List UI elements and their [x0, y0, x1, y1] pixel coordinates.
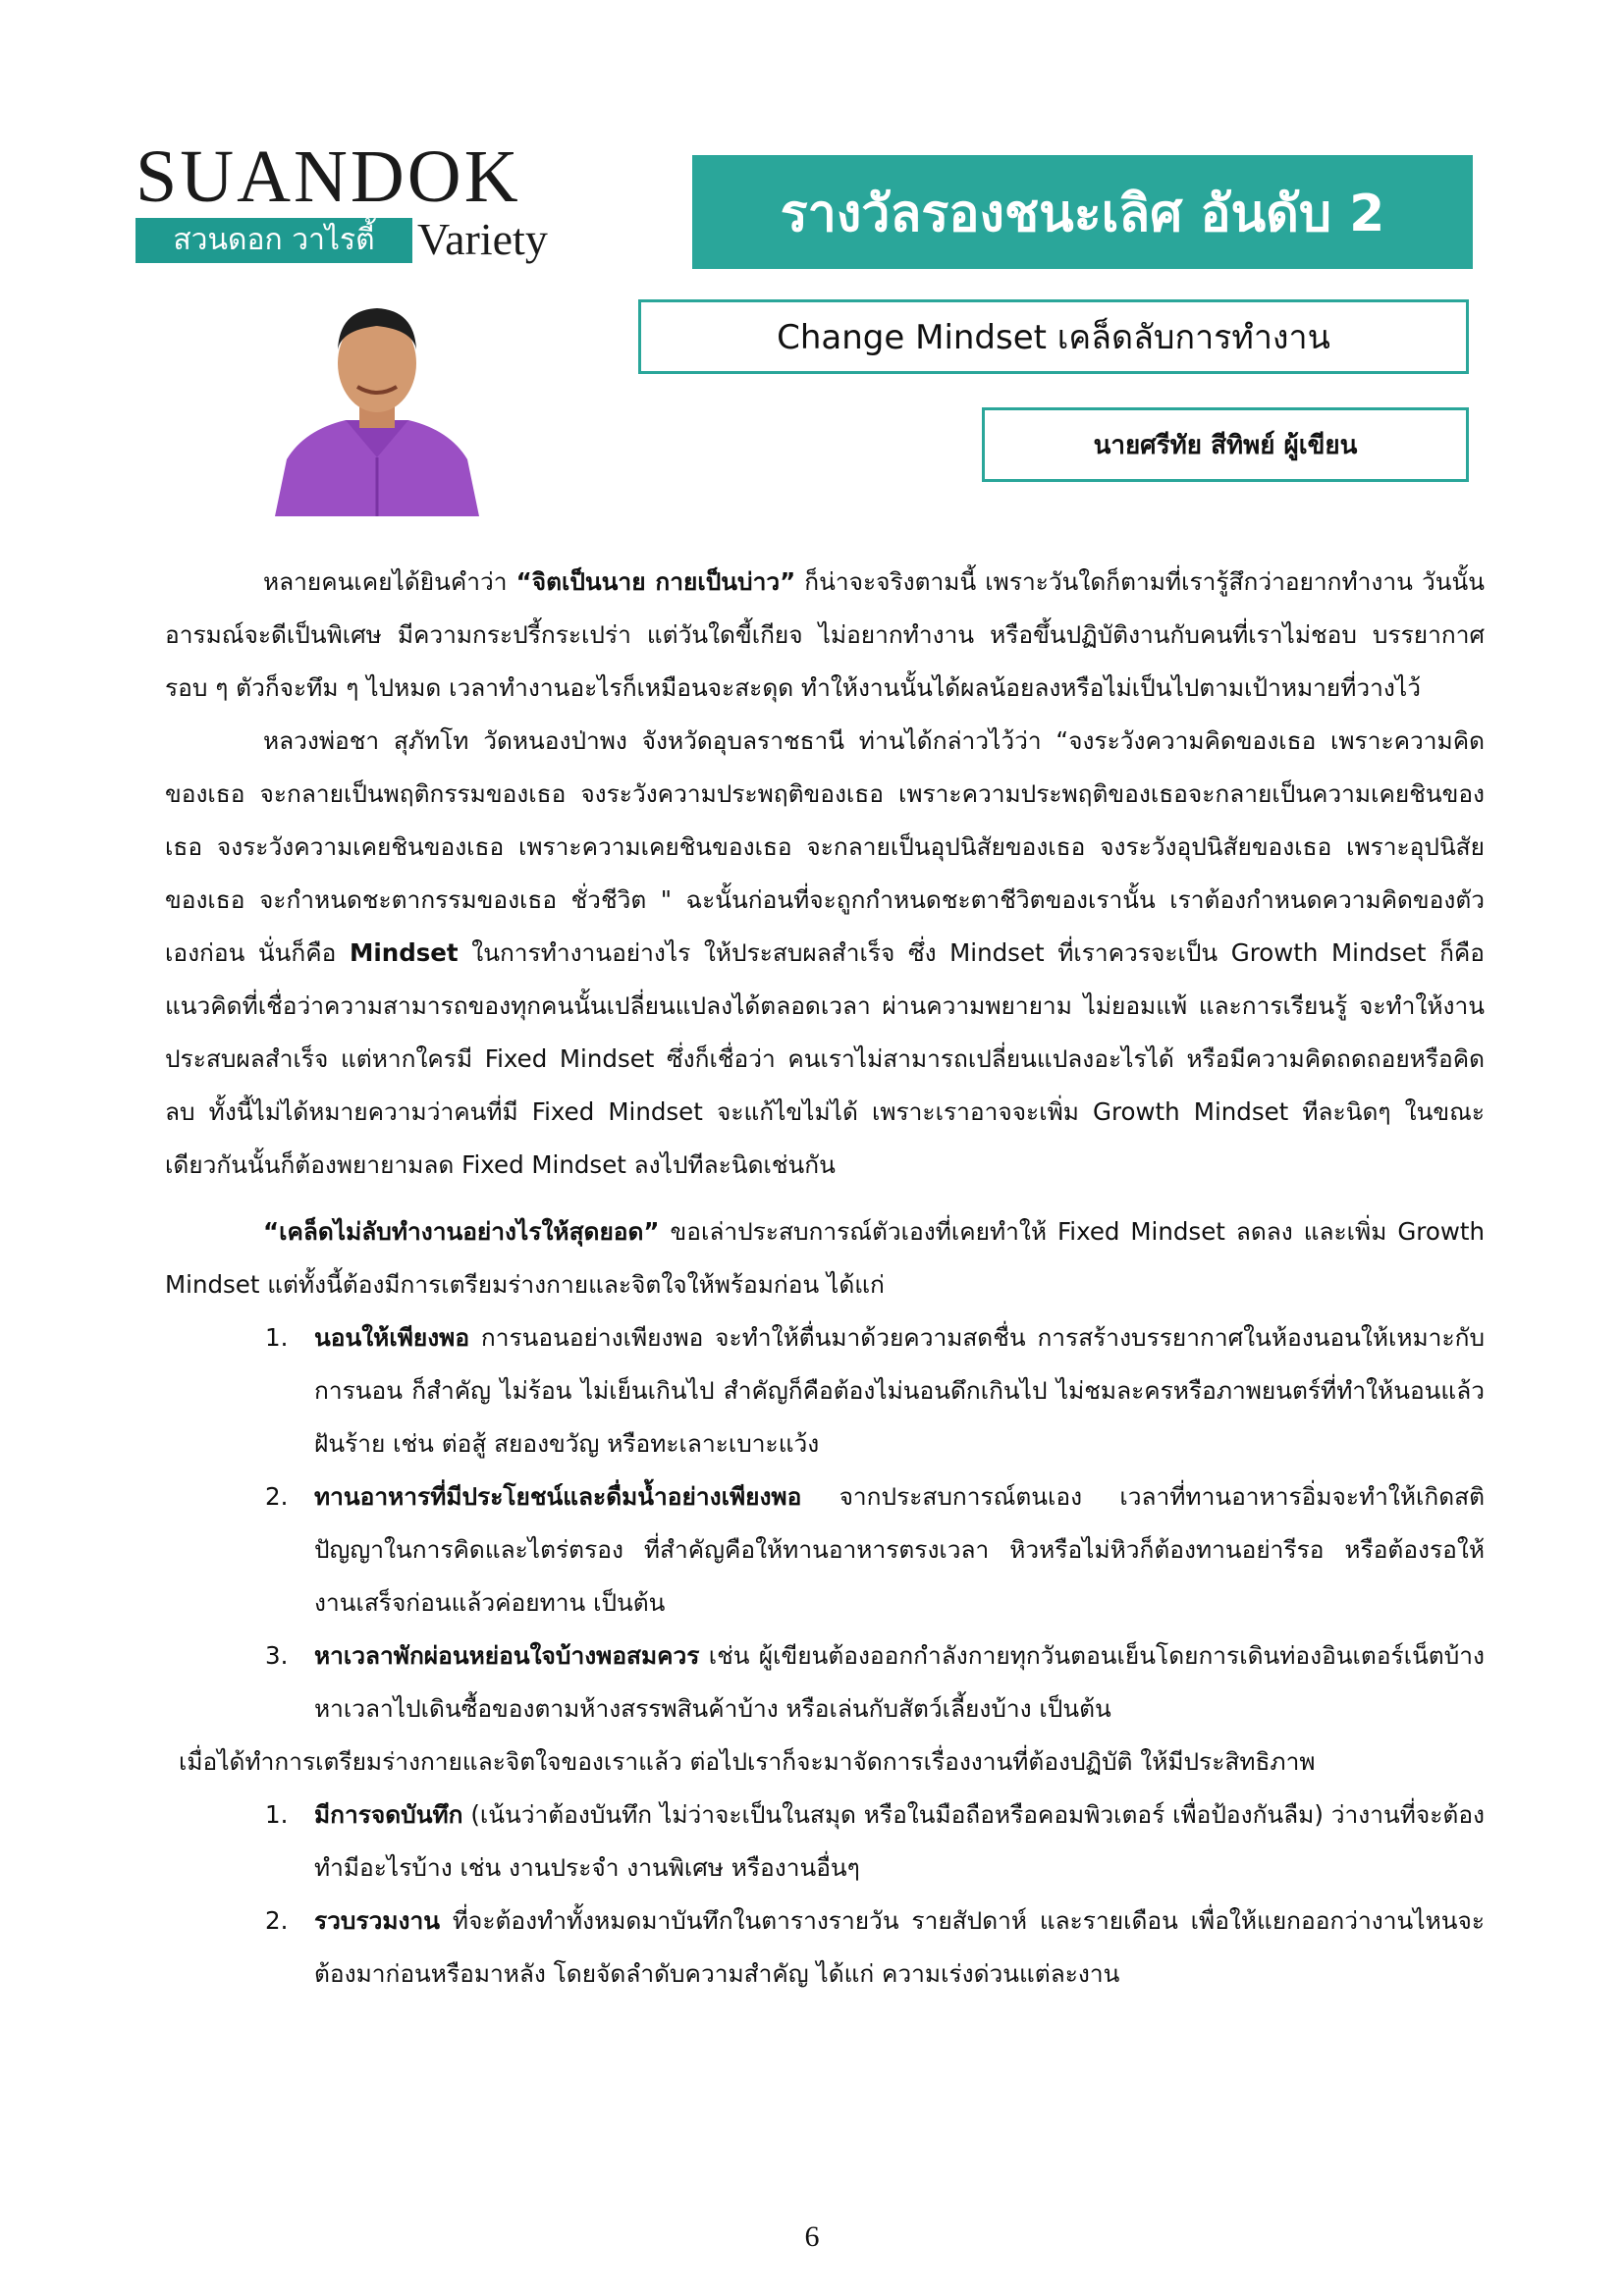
- article-subtitle: Change Mindset เคล็ดลับการทำงาน: [777, 318, 1330, 357]
- author-name: นายศรีทัย สีทิพย์ ผู้เขียน: [1093, 430, 1358, 460]
- author-photo-illustration: [265, 273, 489, 516]
- award-banner: [692, 155, 1473, 269]
- list-item-title: ทานอาหารที่มีประโยชน์และดื่มน้ำอย่างเพียงพอ: [314, 1482, 802, 1511]
- author-photo: [265, 273, 489, 516]
- masthead-logo-thai: สวนดอก วาไรตี้: [135, 218, 412, 263]
- list-item-content: [314, 1311, 1485, 1470]
- paragraph-2-mindset-term: Mindset: [349, 938, 459, 967]
- list-item: [165, 1789, 1485, 1895]
- article-subtitle-box: [638, 299, 1469, 374]
- list-item-text: เช่น ผู้เขียนต้องออกกำลังกายทุกวันตอนเย็นโดยการเดินท่องอินเตอร์เน็ตบ้าง หาเวลาไปเดินซื้อของตามห้างสรรพสินค้าบ้าง หรือเล่นกับสัตว์เลี้ยงบ้าง เป็นต้น: [314, 1641, 1485, 1723]
- list-item-text: ที่จะต้องทำทั้งหมดมาบันทึกในตารางรายวัน รายสัปดาห์ และรายเดือน เพื่อให้แยกออกว่างานไหนจะต้องมาก่อนหรือมาหลัง โดยจัดลำดับความสำคัญ ได้แก่ ความเร่งด่วนแต่ละงาน: [314, 1906, 1485, 1988]
- preparation-list: [165, 1311, 1485, 1735]
- list-item: [165, 1470, 1485, 1629]
- author-box: [982, 407, 1469, 482]
- list-item-title: รวบรวมงาน: [314, 1906, 441, 1935]
- paragraph-1-quote: “จิตเป็นนาย กายเป็นบ่าว”: [515, 567, 796, 596]
- paragraph-2-text-start: หลวงพ่อชา สุภัทโท วัดหนองป่าพง จังหวัดอุบลราชธานี ท่านได้กล่าวไว้ว่า “จงระวังความคิดของเธอ เพราะความคิดของเธอ จะกลายเป็นพฤติกรรมของเธอ จงระวังความประพฤติของเธอ เพราะความประพฤติของเธอจะกลายเป็นความเคยชินของเธอ จงระวังความเคยชินของเธอ เพราะความเคยชินของเธอ จะกลายเป็นอุปนิสัยของเธอ จงระวังอุปนิสัยของเธอ เพราะอุปนิสัยของเธอ จะกำหนดชะตากรรมของเธอ ชั่วชีวิต " ฉะนั้นก่อนที่จะถูกกำหนดชะตาชีวิตของเรานั้น เราต้องกำหนดความคิดของตัวเองก่อน นั่นก็คือ: [165, 726, 1485, 967]
- list-item-content: [314, 1629, 1485, 1735]
- list-item-number: 1.: [265, 1323, 289, 1352]
- paragraph-3-text-end: ขอเล่าประสบการณ์ตัวเองที่เคยทำให้ Fixed Mindset ลดลง และเพิ่ม Growth Mindset แต่ทั้งนี้ต้องมีการเตรียมร่างกายและจิตใจให้พร้อมก่อน ได้แก่: [165, 1217, 1485, 1299]
- list-item-number: 2.: [265, 1906, 289, 1935]
- masthead-logo-variety: Variety: [417, 214, 548, 264]
- list-item-content: [314, 1789, 1485, 1895]
- list-item-content: [314, 1895, 1485, 2001]
- list-item: [165, 1629, 1485, 1735]
- list-item-number: 2.: [265, 1482, 289, 1511]
- paragraph-1-text-start: หลายคนเคยได้ยินคำว่า: [263, 567, 516, 596]
- list-item: [165, 1895, 1485, 2001]
- list-item-title: มีการจดบันทึก: [314, 1800, 463, 1829]
- paragraph-1-text-end: ก็น่าจะจริงตามนี้ เพราะวันใดก็ตามที่เรารู้สึกว่าอยากทำงาน วันนั้นอารมณ์จะดีเป็นพิเศษ มีความกระปรี้กระเปร่า แต่วันใดขี้เกียจ ไม่อยากทำงาน หรือขึ้นปฏิบัติงานกับคนที่เราไม่ชอบ บรรยากาศรอบ ๆ ตัวก็จะทึม ๆ ไปหมด เวลาทำงานอะไรก็เหมือนจะสะดุด ทำให้งานนั้นได้ผลน้อยลงหรือไม่เป็นไปตามเป้าหมายที่วางไว้: [165, 567, 1485, 702]
- list-item-number: 1.: [265, 1800, 289, 1829]
- transition-paragraph: เมื่อได้ทำการเตรียมร่างกายและจิตใจของเราแล้ว ต่อไปเราก็จะมาจัดการเรื่องงานที่ต้องปฏิบัติ ให้มีประสิทธิภาพ: [179, 1747, 1316, 1776]
- work-list: [165, 1789, 1485, 2001]
- paragraph-3-heading: “เคล็ดไม่ลับทำงานอย่างไรให้สุดยอด”: [263, 1217, 660, 1246]
- list-item-text: การนอนอย่างเพียงพอ จะทำให้ตื่นมาด้วยความสดชื่น การสร้างบรรยากาศในห้องนอนให้เหมาะกับการนอน ก็สำคัญ ไม่ร้อน ไม่เย็นเกินไป สำคัญก็คือต้องไม่นอนดึกเกินไป ไม่ชมละครหรือภาพยนตร์ที่ทำให้นอนแล้วฝันร้าย เช่น ต่อสู้ สยองขวัญ หรือทะเลาะเบาะแว้ง: [314, 1323, 1485, 1458]
- page-number: 6: [804, 2220, 820, 2253]
- award-title: รางวัลรองชนะเลิศ อันดับ 2: [780, 184, 1385, 243]
- paragraph-2-text-end: ในการทำงานอย่างไร ให้ประสบผลสำเร็จ ซึ่ง Mindset ที่เราควรจะเป็น Growth Mindset ก็คือแนวคิดที่เชื่อว่าความสามารถของทุกคนนั้นเปลี่ยนแปลงได้ตลอดเวลา ผ่านความพยายาม ไม่ยอมแพ้ และการเรียนรู้ จะทำให้งานประสบผลสำเร็จ แต่หากใครมี Fixed Mindset ซึ่งก็เชื่อว่า คนเราไม่สามารถเปลี่ยนแปลงอะไรได้ หรือมีความคิดถดถอยหรือคิดลบ ทั้งนี้ไม่ได้หมายความว่าคนที่มี Fixed Mindset จะแก้ไขไม่ได้ เพราะเราอาจจะเพิ่ม Growth Mindset ทีละนิดๆ ในขณะเดียวกันนั้นก็ต้องพยายามลด Fixed Mindset ลงไปทีละนิดเช่นกัน: [165, 938, 1486, 1179]
- article-body: [165, 556, 1485, 2001]
- paragraph-1: [165, 556, 1485, 715]
- list-item-text: (เน้นว่าต้องบันทึก ไม่ว่าจะเป็นในสมุด หรือในมือถือหรือคอมพิวเตอร์ เพื่อป้องกันลืม) ว่างานที่จะต้องทำมีอะไรบ้าง เช่น งานประจำ งานพิเศษ หรืองานอื่นๆ: [314, 1800, 1485, 1882]
- paragraph-3: [165, 1205, 1485, 1311]
- list-item-text: จากประสบการณ์ตนเอง เวลาที่ทานอาหารอิ่มจะทำให้เกิดสติปัญญาในการคิดและไตร่ตรอง ที่สำคัญคือให้ทานอาหารตรงเวลา หิวหรือไม่หิวก็ต้องทานอย่ารีรอ หรือต้องรอให้งานเสร็จก่อนแล้วค่อยทาน เป็นต้น: [314, 1482, 1485, 1617]
- masthead-logo-title: SUANDOK: [135, 135, 521, 218]
- list-item-content: [314, 1470, 1485, 1629]
- list-item-title: หาเวลาพักผ่อนหย่อนใจบ้างพอสมควร: [314, 1641, 700, 1670]
- list-item-number: 3.: [265, 1641, 289, 1670]
- list-item-title: นอนให้เพียงพอ: [314, 1323, 470, 1352]
- list-item: [165, 1311, 1485, 1470]
- paragraph-2: [165, 715, 1485, 1192]
